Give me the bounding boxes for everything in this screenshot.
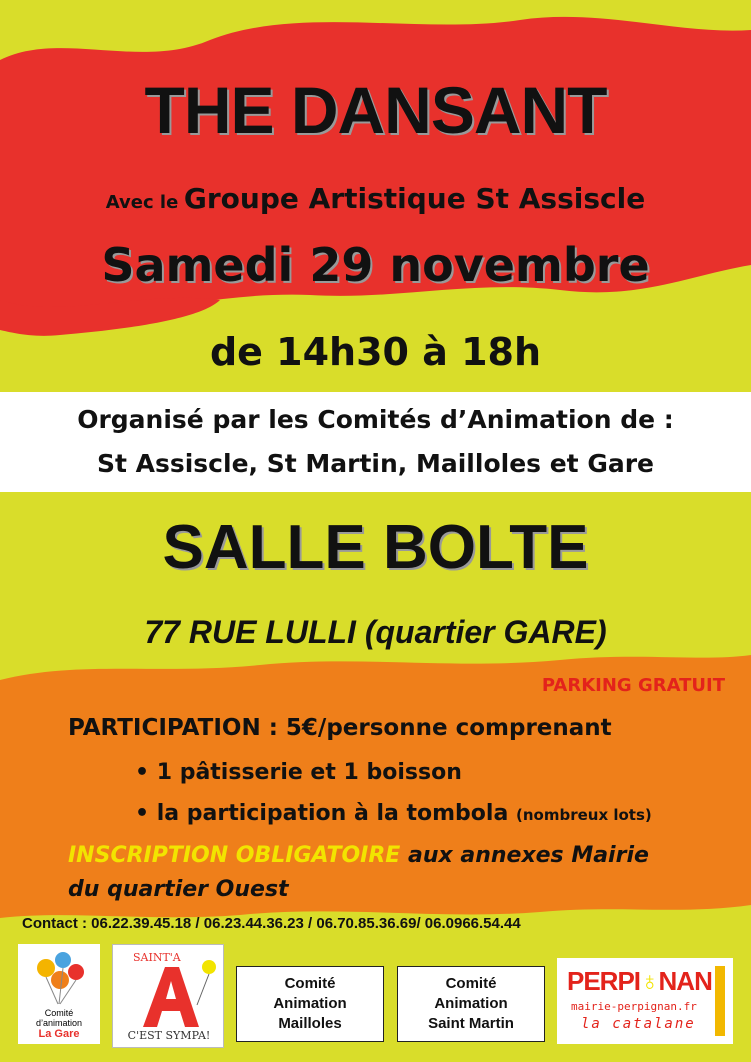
group-line [0, 182, 751, 215]
venue-address: 77 RUE LULLI (quartier GARE) [144, 614, 607, 650]
bullet-note: (nombreux lots) [515, 806, 652, 824]
inscription-rest: aux annexes Mairie [408, 843, 649, 868]
event-time: de 14h30 à 18h [209, 330, 542, 374]
participation-line: PARTICIPATION : 5€/personne comprenant [68, 715, 612, 741]
event-date: Samedi 29 novembre [101, 238, 650, 292]
bullet-item [135, 801, 652, 826]
logo-gare-line3: La Gare [38, 1028, 80, 1040]
balloons-icon [18, 946, 100, 1006]
logo-gare-line2: d’animation [35, 1018, 83, 1028]
logo-saint-martin-line: Comité [445, 975, 497, 992]
inscription-highlight: INSCRIPTION OBLIGATOIRE [68, 843, 401, 868]
parking-notice: PARKING GRATUIT [541, 675, 725, 696]
perpignan-tagline: la catalane [581, 1016, 696, 1032]
organized-line-1: Organisé par les Comités d’Animation de : [77, 405, 674, 434]
perpignan-name [567, 966, 712, 997]
group-prefix: Avec le [105, 192, 179, 213]
bullet-text: 1 pâtisserie et 1 boisson [156, 760, 462, 785]
inscription-line-2: du quartier Ouest [68, 877, 289, 902]
logo-saint-martin-line: Saint Martin [428, 1015, 514, 1032]
logo-perpignan [557, 958, 733, 1044]
logo-saint-a-top: SAINT'A [133, 951, 181, 964]
logo-saint-martin-line: Animation [434, 995, 508, 1012]
logo-gare [18, 944, 100, 1044]
logo-mailloles-line: Comité [284, 975, 336, 992]
contact-line: Contact : 06.22.39.45.18 / 06.23.44.36.23 / 06.70.85.36.69/ 06.0966.54.44 [22, 915, 521, 932]
venue-name: SALLE BOLTE [162, 513, 589, 582]
logo-mailloles [236, 966, 384, 1042]
bullet-dot-icon: • [135, 760, 150, 785]
inscription-line-1 [68, 843, 649, 868]
logo-mailloles-line: Animation [273, 995, 347, 1012]
bullet-item [135, 760, 462, 785]
logo-saint-a [112, 944, 224, 1048]
perpignan-name-part2: NAN [658, 966, 712, 996]
logo-saint-martin [397, 966, 545, 1042]
organized-line-2: St Assiscle, St Martin, Mailloles et Gare [96, 449, 655, 478]
perpignan-name-part1: PERPI [567, 966, 641, 996]
event-title: THE DANSANT [144, 73, 607, 147]
perpignan-stripes [715, 966, 725, 1036]
logo-mailloles-line: Mailloles [278, 1015, 342, 1032]
bullet-text: la participation à la tombola [156, 801, 509, 826]
perpignan-url: mairie-perpignan.fr [571, 1000, 697, 1013]
logo-gare-line1: Comité [44, 1008, 74, 1018]
bullet-dot-icon: • [135, 801, 150, 826]
catalan-cross-icon: ♁ [640, 966, 659, 996]
group-name: Groupe Artistique St Assiscle [183, 182, 646, 215]
logo-saint-a-bottom: C'EST SYMPA! [127, 1029, 211, 1042]
